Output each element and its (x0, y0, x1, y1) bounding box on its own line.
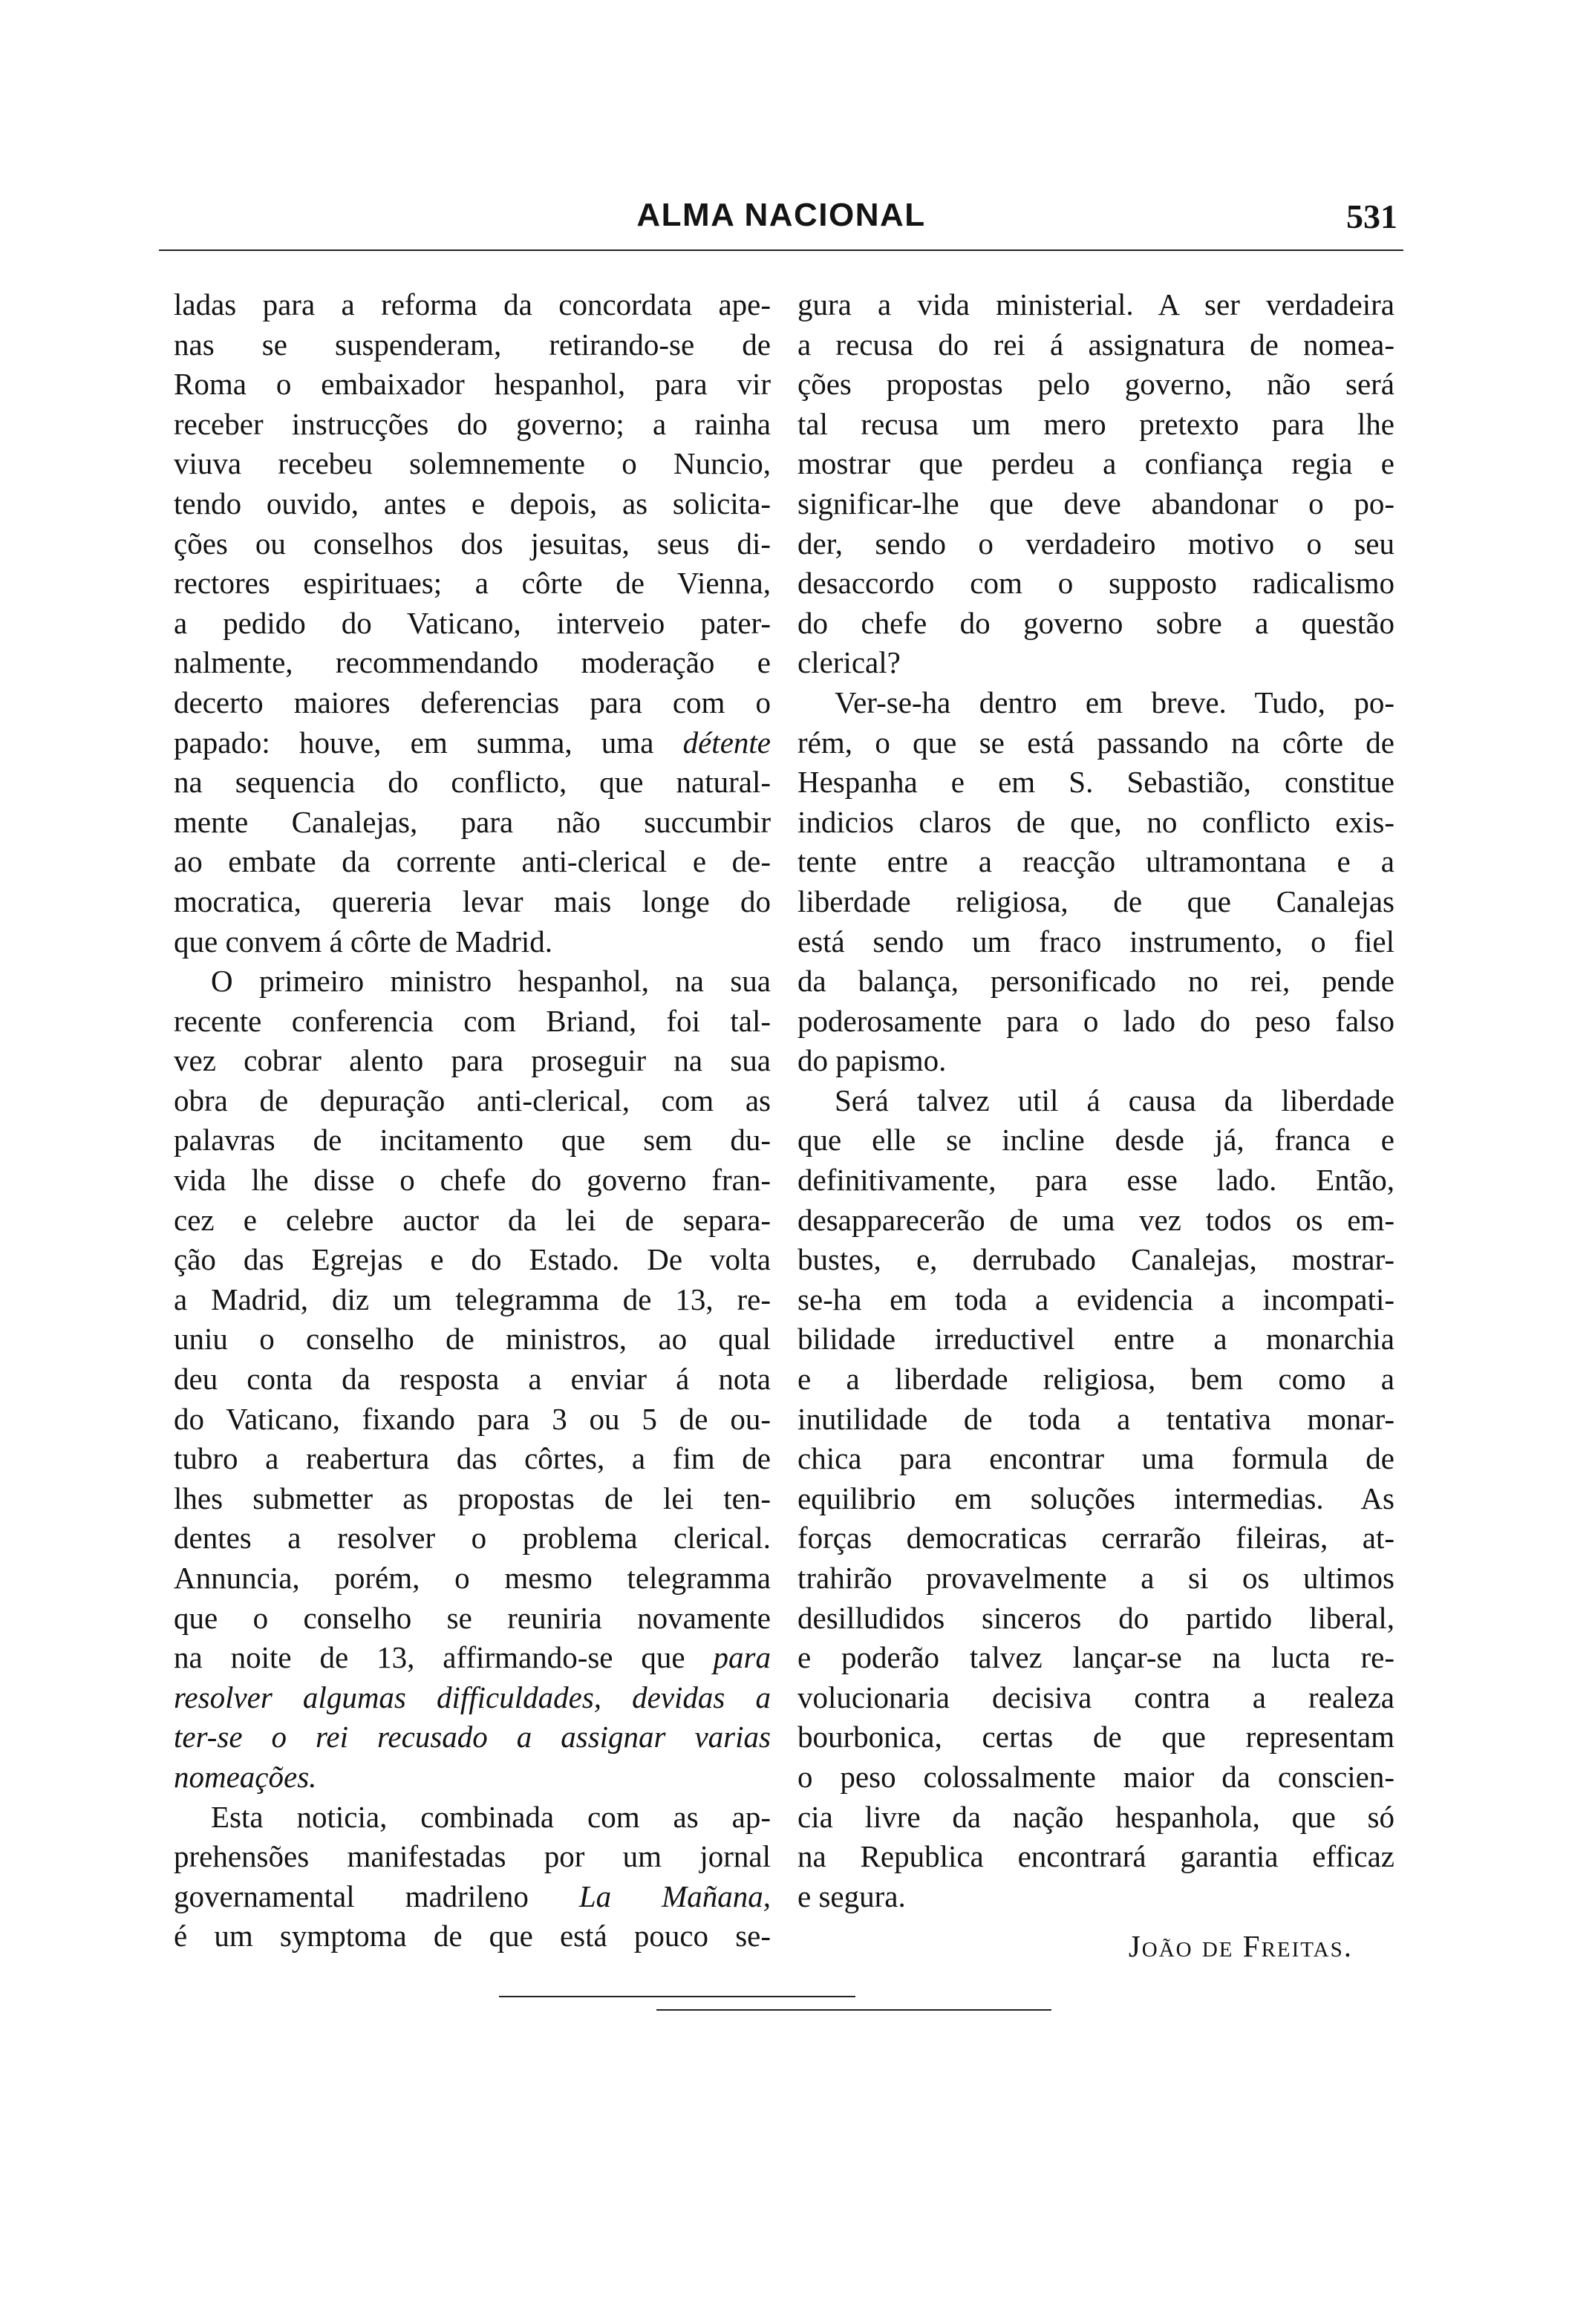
text-line: significar-lhe que deve abandonar o po- (797, 486, 1394, 520)
text-line: e poderão talvez lançar-se na lucta re- (797, 1640, 1394, 1675)
text-line: Roma o embaixador hespanhol, para vir (174, 367, 771, 402)
text-line: da balança, personificado no rei, pende (797, 964, 1394, 999)
text-line: indicios claros de que, no conflicto exis- (797, 804, 1394, 839)
text-line: obra de depuração anti-clerical, com as (174, 1083, 771, 1117)
right-column (797, 285, 1394, 1967)
end-rule (656, 2009, 1051, 2011)
paragraph (174, 285, 771, 962)
text-line: mocratica, quereria levar mais longe do (174, 884, 771, 918)
text-run: papado: houve, em summa, uma (174, 725, 654, 760)
text-line: o peso colossalmente maior da conscien- (797, 1759, 1394, 1794)
text-line: do chefe do governo sobre a questão (797, 605, 1394, 640)
running-title: ALMA NACIONAL (636, 197, 926, 233)
text-line (174, 723, 771, 763)
paragraph (174, 1798, 771, 1956)
paragraph (797, 1081, 1394, 1916)
text-line: poderosamente para o lado do peso falso (797, 1003, 1394, 1038)
text-line: desapparecerão de uma vez todos os em- (797, 1202, 1394, 1237)
text-line: prehensões manifestadas por um jornal (174, 1839, 771, 1874)
text-line: volucionaria decisiva contra a realeza (797, 1680, 1394, 1714)
text-line: desaccordo com o supposto radicalismo (797, 566, 1394, 601)
text-line: palavras de incitamento que sem du- (174, 1123, 771, 1158)
left-column (174, 285, 771, 1956)
text-line: deu conta da resposta a enviar á nota (174, 1362, 771, 1397)
text-line: e segura. (797, 1879, 906, 1913)
text-line: nalmente, recommendando moderação e (174, 645, 771, 680)
text-line (174, 1877, 771, 1917)
text-line: ao embate da corrente anti-clerical e de- (174, 844, 771, 879)
text-line: tente entre a reacção ultramontana e a (797, 844, 1394, 879)
text-line: bilidade irreductivel entre a monarchia (797, 1322, 1394, 1357)
text-line: vida lhe disse o chefe do governo fran- (174, 1163, 771, 1198)
text-run: governamental madrileno (174, 1879, 529, 1913)
text-line: liberdade religiosa, de que Canalejas (797, 884, 1394, 918)
text-line: equilibrio em soluções intermedias. As (797, 1481, 1394, 1515)
italic-term: La Mañana, (578, 1879, 771, 1913)
text-line: receber instrucções do governo; a rainha (174, 406, 771, 441)
text-line: está sendo um fraco instrumento, o fiel (797, 924, 1394, 959)
text-line: viuva recebeu solemnemente o Nuncio, (174, 446, 771, 481)
page-header (159, 195, 1403, 248)
text-line: ções ou conselhos dos jesuitas, seus di- (174, 526, 771, 561)
text-line: ção das Egrejas e do Estado. De volta (174, 1242, 771, 1277)
text-line: na sequencia do conflicto, que natural- (174, 765, 771, 800)
text-line: se-ha em toda a evidencia a incompati- (797, 1282, 1394, 1316)
text-line (174, 1638, 771, 1678)
text-line: mostrar que perdeu a confiança regia e (797, 446, 1394, 481)
text-line: Esta noticia, combinada com as ap- (211, 1799, 771, 1834)
paragraph (797, 683, 1394, 1081)
text-line: do papismo. (797, 1043, 947, 1078)
text-line: gura a vida ministerial. A ser verdadeira (797, 287, 1394, 321)
paragraph (174, 962, 771, 1797)
author-signature: João de Freitas. (1128, 1929, 1353, 1964)
italic-line: nomeações. (174, 1759, 317, 1794)
text-line: Hespanha e em S. Sebastião, constitue (797, 765, 1394, 800)
text-line: cez e celebre auctor da lei de separa- (174, 1202, 771, 1237)
text-line: desilludidos sinceros do partido liberal, (797, 1600, 1394, 1635)
text-line: bourbonica, certas de que representam (797, 1720, 1394, 1755)
text-line: que convem á côrte de Madrid. (174, 924, 553, 959)
text-line: do Vaticano, fixando para 3 ou 5 de ou- (174, 1401, 771, 1436)
text-line: a recusa do rei á assignatura de nomea- (797, 327, 1394, 362)
text-line: Annuncia, porém, o mesmo telegramma (174, 1561, 771, 1595)
text-line: que o conselho se reuniria novamente (174, 1600, 771, 1635)
text-line: der, sendo o verdadeiro motivo o seu (797, 526, 1394, 561)
text-line: é um symptoma de que está pouco se- (174, 1919, 771, 1953)
text-line: inutilidade de toda a tentativa monar- (797, 1401, 1394, 1436)
text-line: dentes a resolver o problema clerical. (174, 1521, 771, 1556)
text-line: que elle se incline desde já, franca e (797, 1123, 1394, 1158)
text-line: a pedido do Vaticano, interveio pater- (174, 605, 771, 640)
text-run: na noite de 13, affirmando-se que (174, 1640, 685, 1675)
italic-line: ter-se o rei recusado a assignar varias (174, 1720, 771, 1755)
italic-term: para (713, 1640, 771, 1675)
text-line: Será talvez util á causa da liberdade (835, 1083, 1394, 1117)
italic-term: détente (682, 725, 771, 760)
text-line: bustes, e, derrubado Canalejas, mostrar- (797, 1242, 1394, 1277)
text-line: cia livre da nação hespanhola, que só (797, 1799, 1394, 1834)
text-line: decerto maiores deferencias para com o (174, 685, 771, 719)
text-line: O primeiro ministro hespanhol, na sua (211, 964, 771, 999)
text-line: ladas para a reforma da concordata ape- (174, 287, 771, 321)
text-line: forças democraticas cerrarão fileiras, at- (797, 1521, 1394, 1556)
text-line: vez cobrar alento para proseguir na sua (174, 1043, 771, 1078)
text-line: rectores espirituaes; a côrte de Vienna, (174, 566, 771, 601)
text-line: tubro a reabertura das côrtes, a fim de (174, 1441, 771, 1476)
text-line: clerical? (797, 645, 901, 680)
text-line: mente Canalejas, para não succumbir (174, 804, 771, 839)
italic-line: resolver algumas difficuldades, devidas a (174, 1680, 771, 1714)
paragraph (797, 285, 1394, 683)
text-line: e a liberdade religiosa, bem como a (797, 1362, 1394, 1397)
text-line: lhes submetter as propostas de lei ten- (174, 1481, 771, 1515)
text-line: rém, o que se está passando na côrte de (797, 725, 1394, 760)
text-line: recente conferencia com Briand, foi tal- (174, 1003, 771, 1038)
text-line: na Republica encontrará garantia efficaz (797, 1839, 1394, 1874)
text-line: a Madrid, diz um telegramma de 13, re- (174, 1282, 771, 1316)
header-rule (159, 249, 1403, 251)
text-line: nas se suspenderam, retirando-se de (174, 327, 771, 362)
text-line: ções propostas pelo governo, não será (797, 367, 1394, 402)
text-line: tal recusa um mero pretexto para lhe (797, 406, 1394, 441)
text-line: definitivamente, para esse lado. Então, (797, 1163, 1394, 1198)
text-line: Ver-se-ha dentro em breve. Tudo, po- (835, 685, 1394, 719)
text-line: trahirão provavelmente a si os ultimos (797, 1561, 1394, 1595)
text-line: uniu o conselho de ministros, ao qual (174, 1322, 771, 1357)
text-line: tendo ouvido, antes e depois, as solicita- (174, 486, 771, 520)
end-rule (499, 1996, 855, 1997)
text-line: chica para encontrar uma formula de (797, 1441, 1394, 1476)
page-number: 531 (1346, 198, 1397, 235)
